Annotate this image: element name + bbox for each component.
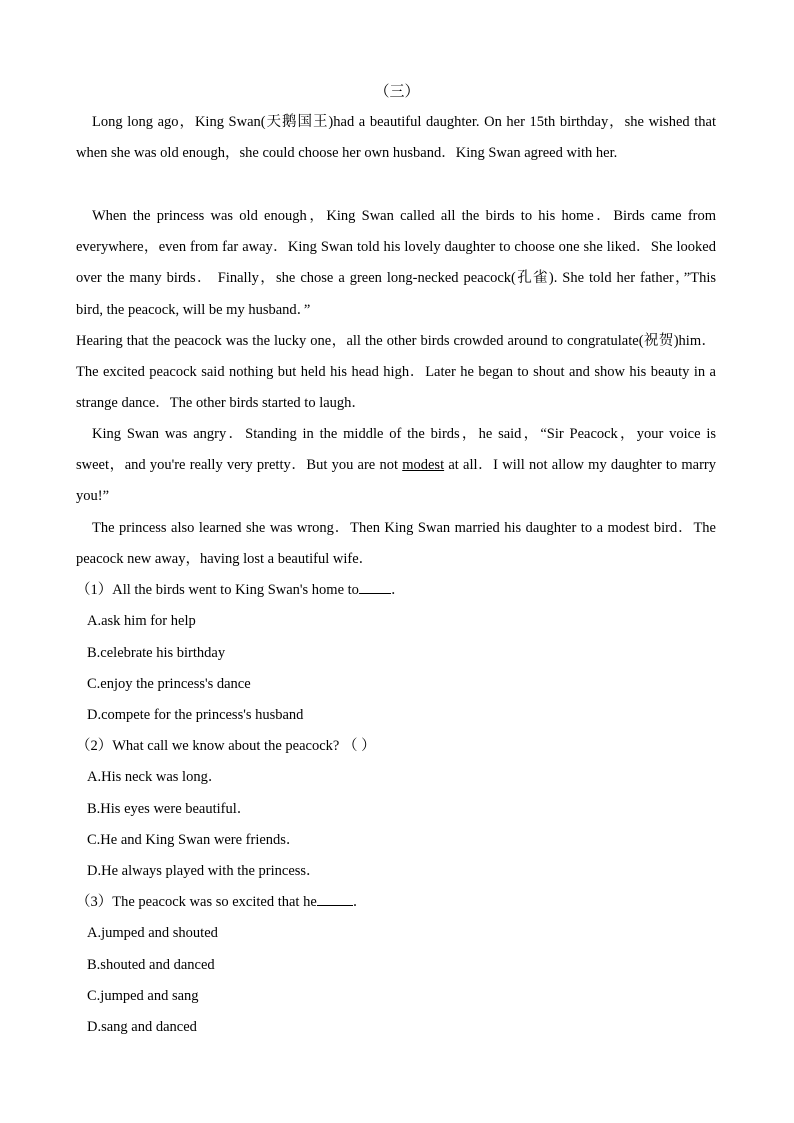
question-2-option-c[interactable]: C.He and King Swan were friends． bbox=[87, 832, 301, 848]
question-3-option-c[interactable]: C.jumped and sang bbox=[87, 988, 199, 1004]
underlined-word: modest bbox=[402, 457, 445, 474]
paragraph-text: at all．I will not allow my daughter to marry you!” bbox=[76, 457, 716, 505]
paragraph-text: Long long ago，King Swan(天鹅国王)had a beautiful daughter. On her 15th birthday，she wished that when she was old enough，she could choose her own husband．King Swan agreed with her. bbox=[76, 114, 716, 162]
question-3-option-a[interactable]: A.jumped and shouted bbox=[87, 925, 218, 941]
question-3-option-d[interactable]: D.sang and danced bbox=[87, 1019, 197, 1035]
question-3-stem bbox=[76, 887, 716, 918]
paragraph-text: King Swan was angry．Standing in the middle of the birds，he said，“Sir Peacock，your voice is sweet，and you're really very pretty．But you are not bbox=[76, 426, 716, 474]
paragraph-text: Hearing that the peacock was the lucky one，all the other birds crowded around to congratulate(祝贺)him．The excited peacock said nothing but held his head high．Later he began to shout and show his beauty in a strange dance．The other birds started to laugh． bbox=[76, 333, 716, 412]
question-text: （1）All the birds went to King Swan's home to bbox=[76, 582, 359, 598]
question-text: ． bbox=[390, 582, 406, 598]
passage-paragraph-5 bbox=[76, 513, 716, 575]
question-1-option-b[interactable]: B.celebrate his birthday bbox=[87, 645, 226, 661]
passage-paragraph-3 bbox=[76, 326, 716, 420]
question-2-option-a[interactable]: A.His neck was long． bbox=[87, 769, 223, 785]
question-2-option-b[interactable]: B.His eyes were beautiful． bbox=[87, 801, 252, 817]
question-1-option-c[interactable]: C.enjoy the princess's dance bbox=[87, 676, 251, 692]
question-text: ． bbox=[352, 894, 368, 910]
question-3-option-b[interactable]: B.shouted and danced bbox=[87, 957, 215, 973]
answer-blank[interactable] bbox=[359, 579, 391, 594]
section-title: （三） bbox=[374, 84, 420, 100]
paragraph-text: When the princess was old enough，King Swan called all the birds to his home．Birds came from everywhere，even from far away．King Swan told his lovely daughter to choose one she liked．She looked over the many birds． Finally，she chose a green long-necked peacock(孔雀). She told her father，”This bird, the peacock, will be my husband．” bbox=[76, 208, 716, 318]
question-2-option-d[interactable]: D.He always played with the princess． bbox=[87, 863, 321, 879]
question-1-option-d[interactable]: D.compete for the princess's husband bbox=[87, 707, 304, 723]
answer-blank[interactable] bbox=[317, 891, 353, 906]
question-2-stem: （2）What call we know about the peacock? （ ） bbox=[76, 738, 376, 754]
question-1-option-a[interactable]: A.ask him for help bbox=[87, 613, 196, 629]
paragraph-text: The princess also learned she was wrong．Then King Swan married his daughter to a modest bird．The peacock new away，having lost a beautiful wife． bbox=[76, 520, 716, 568]
passage-paragraph-4 bbox=[76, 419, 716, 513]
passage-paragraph-1 bbox=[76, 107, 716, 169]
question-text: （3）The peacock was so excited that he bbox=[76, 894, 317, 910]
question-1-stem bbox=[76, 575, 716, 606]
passage-paragraph-2 bbox=[76, 201, 716, 326]
